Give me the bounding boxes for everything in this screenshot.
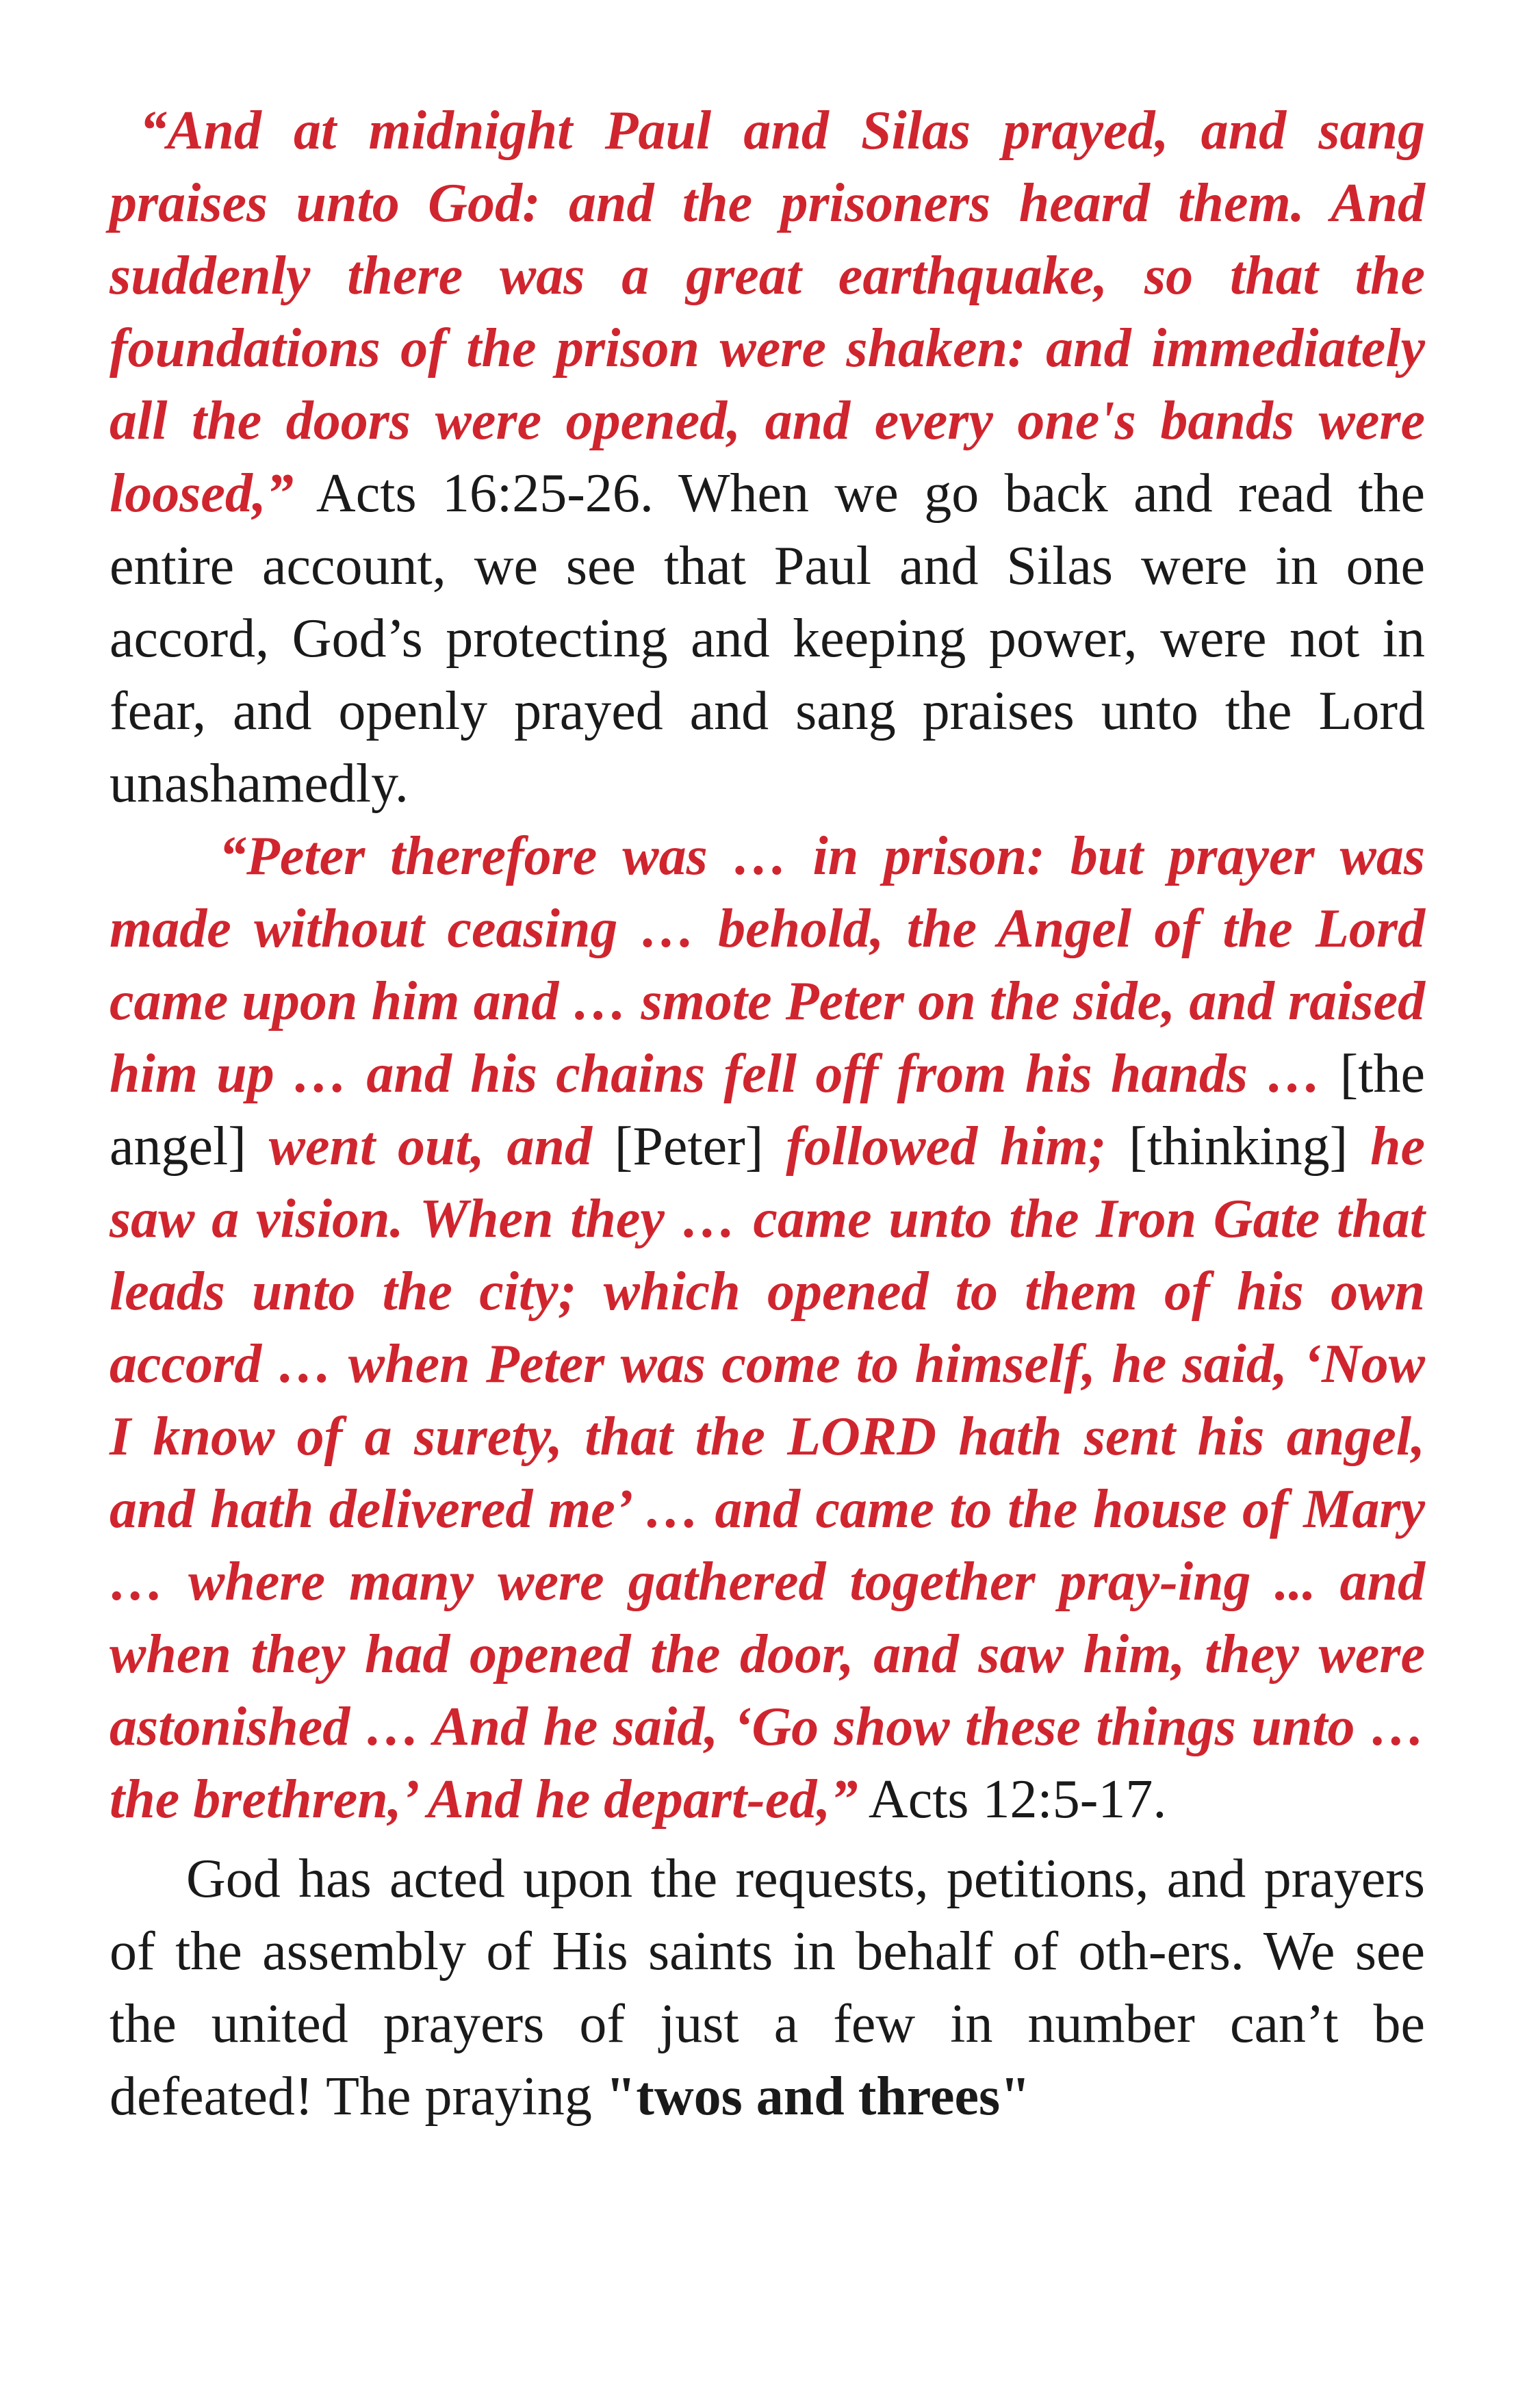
scripture-quote-part-4: he saw a vision. When they … came unto the Iron Gate that leads unto the city; which opened to them of his own accord … when Peter was come to himself, he said, ‘Now I know of a surety, that the LORD hath sent his angel, and hath delivered me’ … and came to the house of Mary … where many were gathered together pray-ing ... and when they had opened the door, and saw him, they were astonished … And he said, ‘Go show these things unto … the brethren,’ And he depart-ed,” [110, 1116, 1426, 1830]
scripture-quote-part-2: went out, and [246, 1116, 615, 1177]
paragraph-acts-12 [110, 820, 1425, 1836]
scripture-quote-acts-16: “And at midnight Paul and Silas prayed, and sang praises unto God: and the prisoners heard them. And suddenly there was a great earthquake, so that the foundations of the prison were shaken: and immediately all the doors were opened, and every one's bands were loosed,” [110, 101, 1425, 524]
paragraph-acts-16 [110, 94, 1425, 820]
page-body [110, 94, 1425, 2133]
scripture-reference: Acts 12:5-17. [858, 1769, 1167, 1830]
paragraph-text: God has acted upon the requests, petitions, and prayers of the assembly of His saints in behalf of oth-ers. We see the united prayers of just a few in number can’t be defeated! The praying [110, 1849, 1425, 2127]
insertion-thinking: [thinking] [1129, 1116, 1348, 1177]
scripture-quote-part-3: followed him; [763, 1116, 1129, 1177]
insertion-peter: [Peter] [614, 1116, 764, 1177]
paragraph-united-prayers [110, 1843, 1425, 2133]
scripture-quote-part-1: “Peter therefore was … in prison: but prayer was made without ceasing … behold, the Angel of the Lord came upon him and … smote Peter on the side, and raised him up … and his chains fell off from his hands … [110, 826, 1425, 1104]
bold-phrase: "twos and threes" [605, 2066, 1031, 2127]
insertion-the-angel: [the angel] [110, 1044, 1425, 1177]
paragraph-text: Acts 16:25-26. When we go back and read the entire account, we see that Paul and Silas were in one accord, God’s protecting and keeping power, were not in fear, and openly prayed and sang praises unto the Lord unashamedly. [110, 463, 1425, 814]
